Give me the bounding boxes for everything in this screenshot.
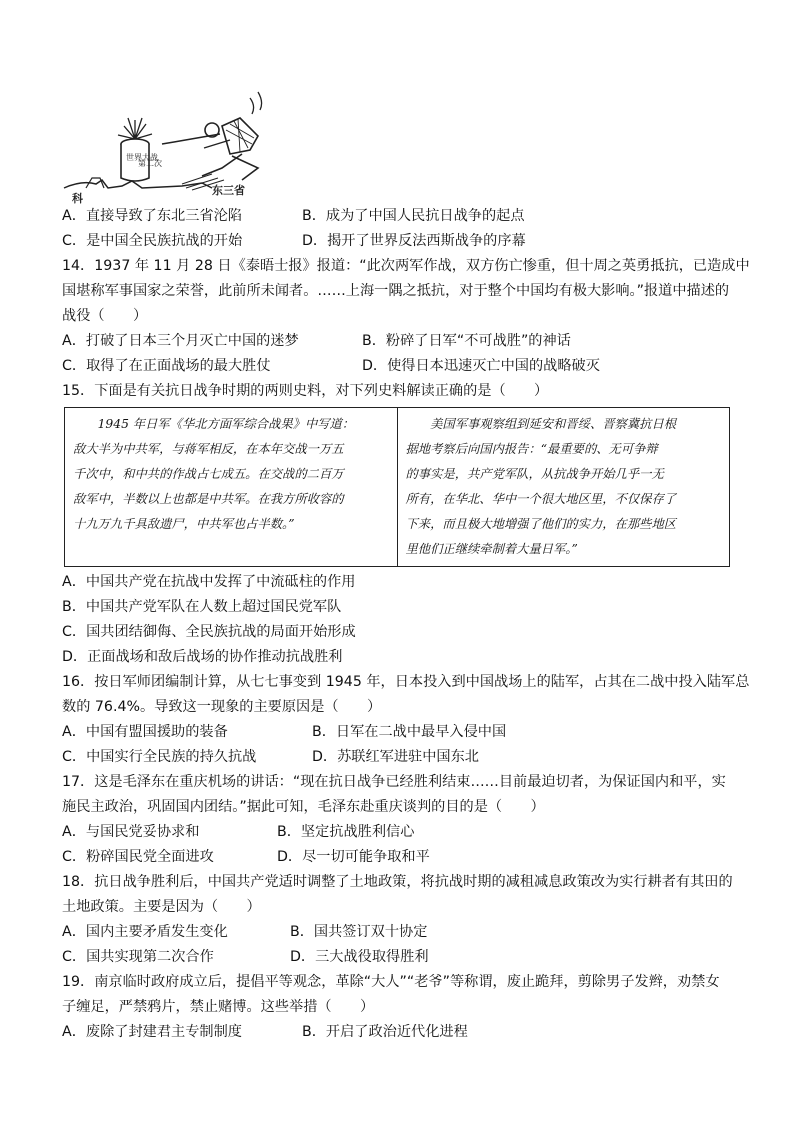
q17-options-row-1 [62,820,738,845]
cartoon-drawing [62,88,272,204]
q13-option-b[interactable]: B．成为了中国人民抗日战争的起点 [302,208,525,224]
q15-left-line: 1945 年日军《华北方面军综合战果》中写道： [97,417,355,431]
q15-right-line: 下来，而且极大地增强了他们的实力，在那些地区 [405,517,677,531]
q16-option-d[interactable]: D．苏联红军进驻中国东北 [312,749,479,765]
q14-option-c[interactable]: C．取得了在正面战场的最大胜仗 [62,358,271,374]
q15-left-line: 敌大半为中共军，与蒋军相反，在本年交战一万五 [73,442,344,456]
q13-options-row-1 [62,204,738,229]
q16-option-a[interactable]: A．中国有盟国援助的装备 [62,724,228,740]
q15-left-line: 十九万九千具敌遗尸，中共军也占半数。” [73,517,295,531]
q15-option-b[interactable]: B．中国共产党军队在人数上超过国民党军队 [62,599,342,615]
q14-option-d[interactable]: D．使得日本迅速灭亡中国的战略破灭 [362,358,600,374]
q13-option-a[interactable]: A．直接导致了东北三省沦陷 [62,208,242,224]
exam-page [62,88,750,1045]
q16-options-row-2 [62,745,738,770]
q18-option-c[interactable]: C．国共实现第二次合作 [62,949,214,965]
q14-options-row-1 [62,329,738,354]
cartoon-label-right: 东三省 [212,184,245,197]
q17-option-c[interactable]: C．粉碎国民党全面进攻 [62,849,214,865]
q15-right-line: 里他们正继续牵制着大量日军。” [405,542,578,556]
q19-option-b[interactable]: B．开启了政治近代化进程 [302,1024,468,1040]
q16-options-row-1 [62,720,738,745]
q17-option-a[interactable]: A．与国民党妥协求和 [62,824,200,840]
q14-options-row-2 [62,354,738,379]
q17-stem-line-2: 施民主政治，巩固国内团结。”据此可知，毛泽东赴重庆谈判的目的是（ ） [62,799,545,815]
q18-stem-line-1: 18．抗日战争胜利后，中国共产党适时调整了土地政策，将抗战时期的减租减息政策改为实行耕者有其田的 [62,874,733,890]
q15-right-line: 据地考察后向国内报告：“最重要的、无可争辩 [405,442,658,456]
q17-option-b[interactable]: B．坚定抗战胜利信心 [277,824,415,840]
q15-left-line: 敌军中，半数以上也都是中共军。在我方所收容的 [73,492,344,506]
q14-option-b[interactable]: B．粉碎了日军“不可战胜”的神话 [362,333,571,349]
q18-options-row-1 [62,920,738,945]
q17-option-d[interactable]: D．尽一切可能争取和平 [277,849,430,865]
q18-options-row-2 [62,945,738,970]
q15-right-line: 的事实是，共产党军队，从抗战争开始几乎一无 [405,467,664,481]
q17-stem-line-1: 17．这是毛泽东在重庆机场的讲话：“现在抗日战争已经胜利结束……目前最迫切者，为保证国内和平，实 [62,774,726,790]
q15-right-line: 美国军事观察组到延安和晋绥、晋察冀抗日根 [430,417,677,431]
q15-source-right [397,408,730,567]
q19-stem-line-1: 19．南京临时政府成立后，提倡平等观念，革除“大人”“老爷”等称谓，废止跪拜，剪除男子发辫，劝禁女 [62,974,720,990]
q17-options-row-2 [62,845,738,870]
q14-stem-line-2: 国堪称军事国家之荣誉，此前所未闻者。……上海一隅之抵抗，对于整个中国均有极大影响。”报道中描述的 [62,283,730,299]
q13-option-c[interactable]: C．是中国全民族抗战的开始 [62,233,243,249]
q15-source-left [65,408,398,567]
q15-option-c[interactable]: C．国共团结御侮、全民族抗战的局面开始形成 [62,624,356,640]
q16-option-b[interactable]: B．日军在二战中最早入侵中国 [312,724,507,740]
q18-option-a[interactable]: A．国内主要矛盾发生变化 [62,924,228,940]
cartoon-illustration [62,88,272,204]
cartoon-box-text-2: 第二次 [138,159,162,168]
q15-stem: 15．下面是有关抗日战争时期的两则史料，对下列史料解读正确的是（ ） [62,383,549,399]
q14-stem-line-1: 14．1937 年 11 月 28 日《泰晤士报》报道：“此次两军作战，双方伤亡惨重，但十周之英勇抵抗，已造成中 [62,258,750,274]
q15-left-line: 千次中，和中共的作战占七成五。在交战的二百万 [73,467,344,481]
q15-right-line: 所有，在华北、华中一个很大地区里，不仅保存了 [405,492,677,506]
q13-options-row-2 [62,229,738,254]
q19-options-row-1 [62,1020,738,1045]
q15-option-d[interactable]: D．正面战场和敌后战场的协作推动抗战胜利 [62,649,343,665]
q14-option-a[interactable]: A．打破了日本三个月灭亡中国的迷梦 [62,333,299,349]
q16-stem-line-2: 数的 76.4%。导致这一现象的主要原因是（ ） [62,699,382,715]
q18-stem-line-2: 土地政策。主要是因为（ ） [62,899,261,915]
q16-stem-line-1: 16．按日军师团编制计算，从七七事变到 1945 年，日本投入到中国战场上的陆军，占其在二战中投入陆军总 [62,674,750,690]
cartoon-box-text: 世界大战 [126,153,158,162]
q14-stem-line-3: 战役（ ） [62,308,148,324]
q19-stem-line-2: 子缠足，严禁鸦片，禁止赌博。这些举措（ ） [62,999,375,1015]
cartoon-label-left: 科 [72,192,83,204]
q15-option-a[interactable]: A．中国共产党在抗战中发挥了中流砥柱的作用 [62,574,356,590]
q13-option-d[interactable]: D．揭开了世界反法西斯战争的序幕 [302,233,526,249]
q18-option-d[interactable]: D．三大战役取得胜利 [290,949,429,965]
q18-option-b[interactable]: B．国共签订双十协定 [290,924,428,940]
q19-option-a[interactable]: A．废除了封建君主专制制度 [62,1024,242,1040]
q16-option-c[interactable]: C．中国实行全民族的持久抗战 [62,749,257,765]
q15-source-table [64,407,730,567]
